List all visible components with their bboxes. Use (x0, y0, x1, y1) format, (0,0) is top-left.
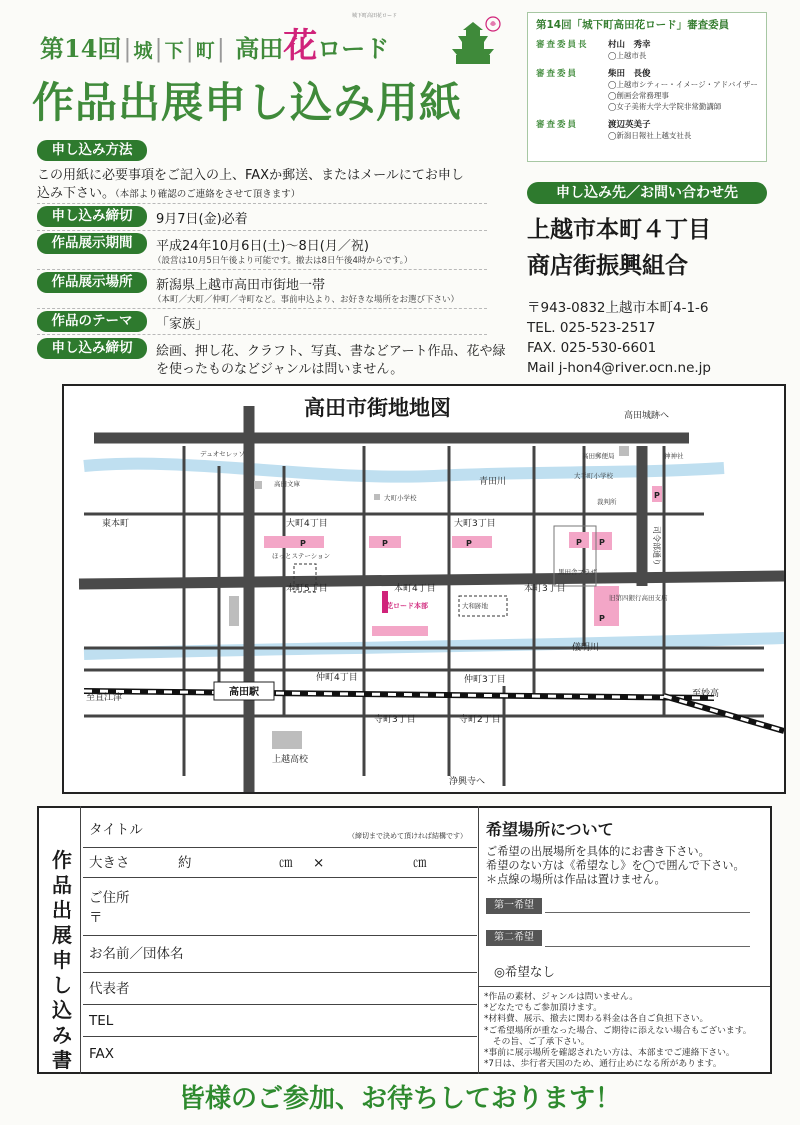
map-label-higashi: 東本町 (102, 519, 130, 529)
map-label-bank: 旧第四銀行高田支店 (609, 594, 668, 602)
contact-fax: FAX. 025-530-6601 (527, 340, 657, 356)
map-title: 高田市街地地図 (300, 392, 455, 422)
parking-icon: P (599, 538, 605, 547)
castle-logo-icon (438, 14, 508, 66)
map-label-otemachi: 大手町小学校 (574, 472, 613, 480)
committee-title: 第14回「城下町高田花ロード」審査委員 (536, 19, 730, 31)
map-label-tsukishi: 司令部通り (652, 526, 661, 566)
map-label-kurofune: 大和跡地 (462, 602, 488, 610)
map-label-takada-ko: 高田文庫 (274, 480, 300, 488)
period-label: 作品展示期間 (37, 233, 147, 254)
map-label-station: 高田駅 (229, 687, 259, 698)
map-label-myoko: 至妙高 (692, 689, 720, 699)
event-subtitle: 第14回| 城| 下| 町| 高田花ロード 城下町高田花ロード (40, 13, 398, 66)
period-note: （設営は10月5日午後より可能です。撤去は8日午後4時からです。） (153, 256, 413, 266)
parking-icon: P (382, 539, 388, 548)
map-label-tera2: 寺町2丁目 (459, 715, 501, 725)
parking-icon: P (576, 538, 582, 547)
committee-chair: 審査委員長 村山 秀幸 ◯上越市長 (536, 40, 651, 60)
parking-icon: P (599, 614, 605, 623)
map-label-aoda: 青田川 (479, 477, 507, 487)
map-label-plaza: 黒田舎プラザ (558, 568, 597, 576)
preference-title: 希望場所について (486, 820, 614, 839)
map-label-gijo: 儀明川 (572, 643, 600, 653)
map-label-joetsu-hs: 上越高校 (272, 755, 309, 765)
contact-mail: Mail j-hon4@river.ocn.ne.jp (527, 360, 711, 376)
form-notes: *作品の素材、ジャンルは問いません。 *どなたでもご参加頂けます。 *材料費、展示、撤去に関わる料金は各自ご負担下さい。 *ご希望場所が重なった場合、ご期待に添えない場合もございます。 その旨、ご了承下さい。 *事前に展示場所を確認されたい方は、本部までご連絡下さい。 *7日は、歩行者天国のため、通行止めになる所があります。 (484, 992, 752, 1070)
title-field[interactable]: タイトル （締切まで決めて頂ければ結構です） (83, 818, 477, 848)
works-label: 申し込み締切 (37, 338, 147, 359)
committee-member-2: 審査委員 渡辺英美子 ◯新潟日報社上越支社長 (536, 120, 692, 140)
method-text-2: 込み下さい。（本部より確認のご連絡をさせて頂きます） (37, 186, 301, 201)
map-label-honcho5: 本町5丁目 (286, 584, 328, 594)
size-field[interactable]: 大きさ 約 ㎝ × ㎝ (83, 848, 477, 878)
period-value: 平成24年10月6日(土)～8日(月／祝) (156, 239, 369, 254)
representative-field[interactable]: 代表者 (83, 973, 477, 1005)
map-label-hq: 花ロード本部 (386, 602, 428, 610)
first-choice-input[interactable] (545, 912, 750, 913)
map-label-post: 高田郵便局 (582, 452, 615, 460)
map-label-omachi-es: 大町小学校 (384, 494, 417, 502)
address-field[interactable]: ご住所 〒 (83, 878, 477, 936)
map-label-omachi4: 大町4丁目 (286, 519, 328, 529)
tel-field[interactable]: TEL (83, 1005, 477, 1037)
deadline-label: 申し込み締切 (37, 206, 147, 227)
committee-box (527, 12, 767, 162)
city-map (62, 384, 786, 794)
map-label-court: 裁判所 (597, 498, 617, 506)
page-title: 作品出展申し込み用紙 (32, 78, 463, 127)
second-choice-input[interactable] (545, 946, 750, 947)
map-label-honcho3: 本町3丁目 (524, 584, 566, 594)
map-label-naka3: 仲町3丁目 (464, 675, 506, 685)
no-preference-option[interactable]: ◎希望なし (494, 964, 555, 979)
theme-label: 作品のテーマ (37, 311, 147, 332)
fax-field[interactable]: FAX (89, 1046, 115, 1062)
works-text-1: 絵画、押し花、クラフト、写真、書などアート作品、花や緑 (156, 344, 506, 359)
contact-tel: TEL. 025-523-2517 (527, 320, 656, 336)
deadline-value: 9月7日(金)必着 (156, 212, 248, 227)
map-label-dento: デュオセレッソ (200, 450, 246, 458)
name-field[interactable]: お名前／団体名 (83, 936, 477, 973)
theme-value: 「家族」 (156, 317, 209, 332)
map-label-omachi3: 大町3丁目 (454, 519, 496, 529)
map-label-naoetsu: 至直江津 (86, 693, 123, 703)
footer-message: 皆様のご参加、お待ちしております！ (178, 1084, 621, 1114)
method-text: この用紙に必要事項をご記入の上、FAXか郵送、またはメールにてお申し (37, 168, 464, 183)
works-text-2: を使ったものなどジャンルは問いません。 (156, 362, 404, 377)
place-label: 作品展示場所 (37, 272, 147, 293)
place-value: 新潟県上越市高田市街地一帯 (156, 278, 326, 293)
contact-label: 申し込み先／お問い合わせ先 (527, 182, 767, 204)
map-label-hotto: ほっとステーション (272, 552, 331, 560)
map-label-tera3: 寺町3丁目 (374, 715, 416, 725)
map-label-jodoji: 浄興寺へ (449, 777, 486, 787)
place-note: （本町／大町／仲町／寺町など。事前申込より、お好きな場所をお選び下さい） (153, 295, 460, 305)
postal-address: 〒943-0832上越市本町4-1-6 (527, 300, 709, 316)
first-choice-label: 第一希望 (486, 898, 542, 914)
parking-icon: P (466, 539, 472, 548)
preference-instructions: ご希望の出展場所を具体的にお書き下さい。 希望のない方は《希望なし》を◯で囲んで下さい。 ＊点線の場所は作品は置けません。 (486, 845, 745, 886)
parking-icon: P (300, 539, 306, 548)
method-label: 申し込み方法 (37, 140, 147, 161)
parking-icon: P (654, 491, 660, 500)
organization-name: 上越市本町４丁目 商店街振興組合 (527, 217, 711, 279)
committee-member-1: 審査委員 柴田 長俊 ◯上越市シティー・イメージ・アドバイザー ◯創画会常務理事 ◯女子美術大学大学院非常勤講師 (536, 69, 758, 111)
map-label-naka4: 仲町4丁目 (316, 673, 358, 683)
form-vertical-title: 作品出展申し込み書 (52, 848, 72, 1072)
map-label-honcho4: 本町4丁目 (394, 584, 436, 594)
contact-details (527, 298, 711, 378)
gimei-river (84, 638, 784, 654)
map-label-jinja: 神神社 (664, 452, 684, 460)
second-choice-label: 第二希望 (486, 930, 542, 946)
map-label-castle: 高田城跡へ (624, 411, 670, 421)
aoda-river (84, 464, 724, 477)
hana-character: 花 (283, 26, 318, 66)
